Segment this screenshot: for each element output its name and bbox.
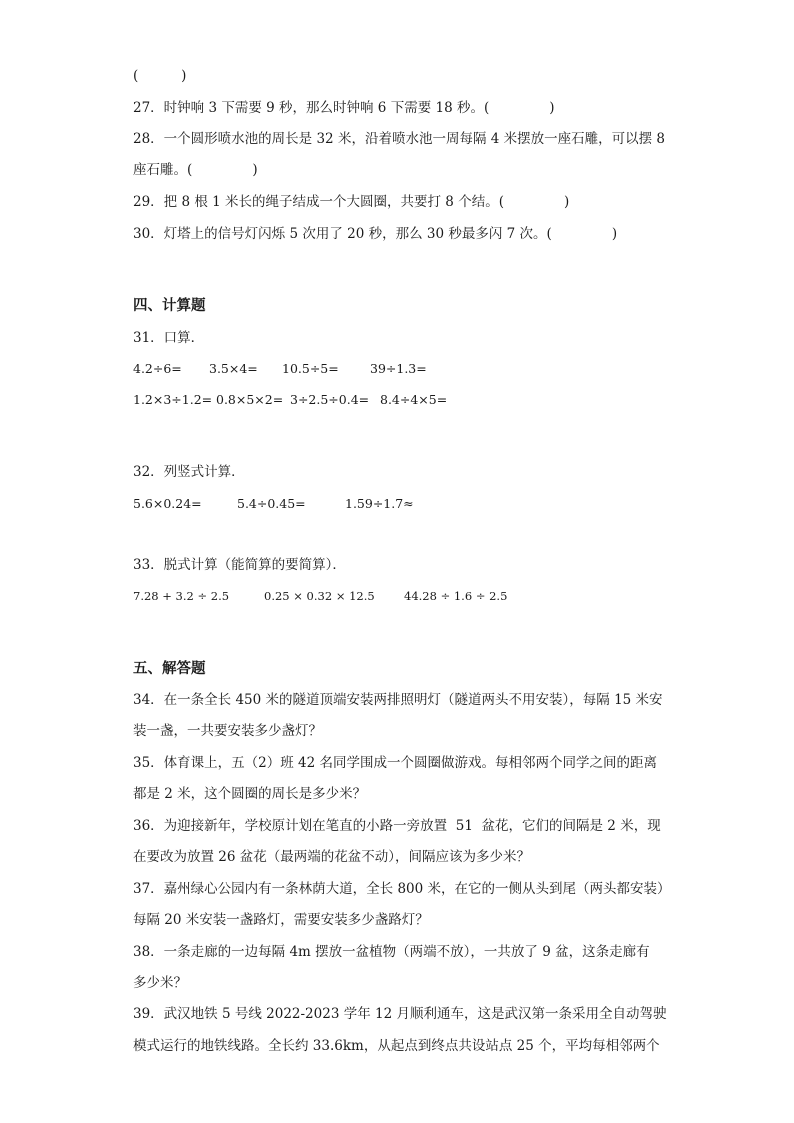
- question-27: 27．时钟响 3 下需要 9 秒，那么时钟响 6 下需要 18 秒。( ): [133, 100, 555, 116]
- question-34: 34．在一条全长 450 米的隧道顶端安装两排照明灯（隧道两头不用安装），每隔 15 米安: [133, 692, 663, 708]
- question-33-label: 33．脱式计算（能简算的要简算）．: [133, 557, 346, 573]
- question-30: 30．灯塔上的信号灯闪烁 5 次用了 20 秒，那么 30 秒最多闪 7 次。( ): [133, 226, 618, 242]
- step-calc-item: 0.25 × 0.32 × 12.5: [264, 589, 375, 603]
- oral-calc-item: 39÷1.3=: [370, 361, 427, 376]
- vertical-calc-item: 5.6×0.24=: [133, 496, 202, 511]
- section-title-word-problems: 五、解答题: [133, 660, 206, 677]
- question-36: 36．为迎接新年，学校原计划在笔直的小路一旁放置 51 盆花，它们的间隔是 2 米，现: [133, 818, 661, 834]
- question-32-label: 32．列竖式计算．: [133, 464, 245, 480]
- question-37-cont: 每隔 20 米安装一盏路灯，需要安装多少盏路灯？: [133, 912, 429, 928]
- oral-calc-item: 8.4÷4×5=: [380, 392, 448, 407]
- question-35: 35．体育课上，五（2）班 42 名同学围成一个圆圈做游戏。每相邻两个同学之间的距离: [133, 755, 658, 771]
- section-title-calculation: 四、计算题: [133, 297, 206, 314]
- oral-calc-item: 10.5÷5=: [282, 361, 339, 376]
- oral-calc-item: 4.2÷6=: [133, 361, 182, 376]
- question-39-cont: 模式运行的地铁线路。全长约 33.6km，从起点到终点共设站点 25 个，平均每相邻两个: [133, 1038, 660, 1054]
- question-31-label: 31．口算．: [133, 330, 205, 346]
- question-34-cont: 装一盏，一共要安装多少盏灯？: [133, 723, 322, 739]
- question-35-cont: 都是 2 米，这个圆圈的周长是多少米？: [133, 786, 367, 802]
- question-39: 39．武汉地铁 5 号线 2022-2023 学年 12 月顺利通车，这是武汉第一条采用全自动驾驶: [133, 1006, 667, 1022]
- question-28-cont: 座石雕。( ): [133, 162, 258, 178]
- question-38: 38．一条走廊的一边每隔 4m 摆放一盆植物（两端不放），一共放了 9 盆，这条走廊有: [133, 944, 650, 960]
- step-calc-item: 44.28 ÷ 1.6 ÷ 2.5: [404, 589, 508, 603]
- oral-calc-item: 3.5×4=: [209, 361, 258, 376]
- oral-calc-item: 0.8×5×2=: [216, 392, 284, 407]
- step-calc-item: 7.28 + 3.2 ÷ 2.5: [133, 589, 230, 603]
- question-36-cont: 在要改为放置 26 盆花（最两端的花盆不动），间隔应该为多少米？: [133, 849, 531, 865]
- question-37: 37．嘉州绿心公园内有一条林荫大道，全长 800 米，在它的一侧从头到尾（两头都安装）: [133, 881, 671, 897]
- vertical-calc-item: 1.59÷1.7≈: [345, 496, 414, 511]
- vertical-calc-item: 5.4÷0.45=: [237, 496, 306, 511]
- question-29: 29．把 8 根 1 米长的绳子结成一个大圆圈，共要打 8 个结。( ): [133, 194, 570, 210]
- question-38-cont: 多少米？: [133, 975, 187, 991]
- answer-blank: ( ): [133, 68, 187, 84]
- question-28: 28．一个圆形喷水池的周长是 32 米，沿着喷水池一周每隔 4 米摆放一座石雕，可以摆 8: [133, 131, 665, 147]
- oral-calc-item: 1.2×3÷1.2=: [133, 392, 213, 407]
- oral-calc-item: 3÷2.5÷0.4=: [290, 392, 370, 407]
